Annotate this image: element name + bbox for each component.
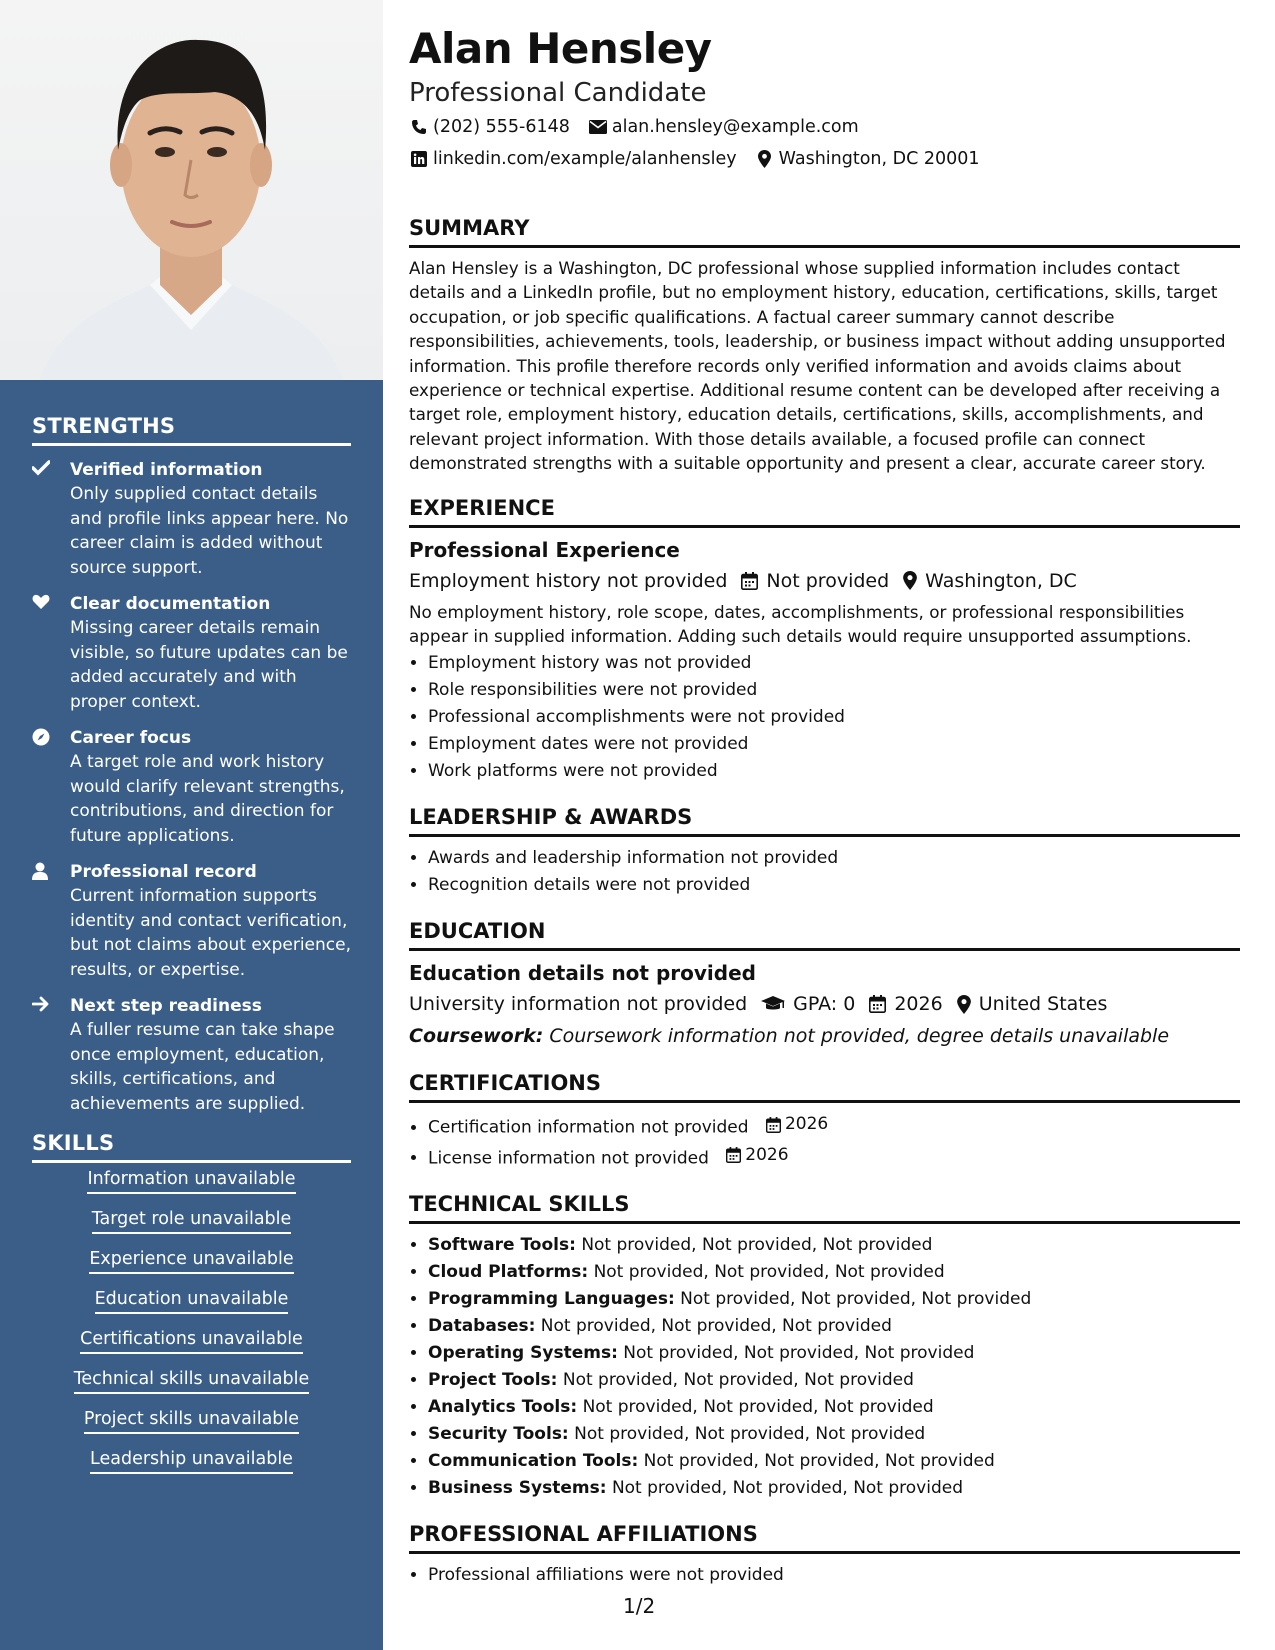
linkedin-icon	[409, 151, 429, 167]
technical-skills-heading: TECHNICAL SKILLS	[409, 1190, 1240, 1224]
contact-row	[409, 112, 1240, 142]
heart-icon	[32, 592, 70, 714]
strength-item	[32, 726, 351, 848]
summary-section	[409, 214, 1240, 476]
list-item: • Role responsibilities were not provided	[428, 677, 1240, 704]
job-dates: Not provided	[766, 569, 890, 592]
map-pin-icon	[903, 571, 917, 590]
skill-item: Certifications unavailable	[80, 1329, 303, 1354]
cert-name: License information not provided	[428, 1148, 709, 1169]
strength-title: Verified information	[70, 460, 263, 480]
strength-title: Career focus	[70, 728, 192, 748]
linkedin-contact[interactable]	[409, 144, 737, 174]
skill-item: Information unavailable	[87, 1169, 295, 1194]
list-item	[428, 1286, 1240, 1313]
graduation-cap-icon	[761, 996, 785, 1012]
list-item: • Recognition details were not provided	[428, 872, 1240, 899]
phone-contact[interactable]	[409, 112, 570, 142]
location-contact	[755, 144, 980, 174]
calendar-icon	[869, 995, 886, 1013]
list-item: • Professional accomplishments were not provided	[428, 704, 1240, 731]
skill-label: Operating Systems:	[428, 1343, 618, 1364]
skill-value: Not provided, Not provided, Not provided	[623, 1343, 975, 1364]
user-icon	[32, 860, 70, 982]
list-item: • Awards and leadership information not provided	[428, 845, 1240, 872]
affiliations-heading: PROFESSIONAL AFFILIATIONS	[409, 1520, 1240, 1554]
strength-item	[32, 994, 351, 1116]
experience-section	[409, 494, 1240, 786]
affiliations-list	[409, 1562, 1240, 1589]
map-pin-icon	[755, 150, 775, 168]
list-item: • Employment dates were not provided	[428, 731, 1240, 758]
arrow-right-icon	[32, 994, 70, 1116]
certifications-heading: CERTIFICATIONS	[409, 1069, 1240, 1103]
list-item	[428, 1313, 1240, 1340]
list-item: • Professional affiliations were not provided	[428, 1562, 1240, 1589]
certifications-list	[409, 1111, 1240, 1172]
skill-item: Target role unavailable	[92, 1209, 292, 1234]
skill-item: Education unavailable	[95, 1289, 289, 1314]
employer: Employment history not provided	[409, 569, 728, 592]
strength-title: Clear documentation	[70, 594, 271, 614]
list-item	[428, 1232, 1240, 1259]
leadership-heading: LEADERSHIP & AWARDS	[409, 803, 1240, 837]
map-pin-icon	[957, 995, 971, 1014]
education-location: United States	[978, 993, 1108, 1016]
strength-desc: Current information supports identity and contact verification, but not claims about experience, results, or expertise.	[70, 886, 351, 980]
strength-desc: A target role and work history would clarify relevant strengths, contributions, and direction for future applications.	[70, 752, 345, 846]
skill-label: Analytics Tools:	[428, 1397, 578, 1418]
skill-label: Communication Tools:	[428, 1451, 639, 1472]
strength-desc: A fuller resume can take shape once employment, education, skills, certifications, and achievements are supplied.	[70, 1020, 335, 1114]
contact-row-2	[409, 144, 1240, 174]
list-item	[428, 1340, 1240, 1367]
job-description: No employment history, role scope, dates, accomplishments, or professional responsibilities appear in supplied information. Adding such details would require unsupported assumptions.	[409, 601, 1192, 647]
cert-name: Certification information not provided	[428, 1117, 749, 1138]
technical-skills-section	[409, 1190, 1240, 1502]
skill-value: Not provided, Not provided, Not provided	[562, 1370, 914, 1391]
location-text: Washington, DC 20001	[778, 149, 980, 169]
skill-item: Technical skills unavailable	[74, 1369, 310, 1394]
phone-text: (202) 555-6148	[433, 117, 570, 137]
candidate-subtitle: Professional Candidate	[409, 78, 707, 108]
strength-desc: Missing career details remain visible, so future updates can be added accurately and with proper context.	[70, 618, 348, 712]
summary-heading: SUMMARY	[409, 214, 1240, 248]
list-item	[428, 1421, 1240, 1448]
skill-value: Not provided, Not provided, Not provided	[593, 1262, 945, 1283]
summary-text: Alan Hensley is a Washington, DC professional whose supplied information includes contact details and a LinkedIn profile, but no employment history, education, certifications, skills, target occupation, or job specific qualifications. A factual career summary cannot describe responsibilities, achievements, tools, leadership, or business impact without adding unsupported information. This profile therefore records only verified information and avoids claims about experience or technical expertise. Additional resume content can be developed after receiving a target role, employment history, education details, certifications, skills, accomplishments, and relevant project information. With those details available, a focused profile can connect demonstrated strengths with a suitable opportunity and present a clear, accurate career story.	[409, 258, 1226, 474]
skill-item: Project skills unavailable	[84, 1409, 299, 1434]
strength-item	[32, 860, 351, 982]
strength-title: Professional record	[70, 862, 257, 882]
skill-value: Not provided, Not provided, Not provided	[540, 1316, 892, 1337]
calendar-icon	[726, 1147, 741, 1163]
education-year: 2026	[894, 993, 943, 1016]
skill-value: Not provided, Not provided, Not provided	[581, 1235, 933, 1256]
school: University information not provided	[409, 993, 748, 1016]
strengths-heading: STRENGTHS	[32, 414, 351, 446]
job-location: Washington, DC	[925, 569, 1077, 592]
experience-heading: EXPERIENCE	[409, 494, 1240, 528]
skill-label: Software Tools:	[428, 1235, 576, 1256]
list-item	[428, 1111, 1240, 1142]
profile-photo	[0, 0, 383, 380]
certifications-section	[409, 1069, 1240, 1172]
list-item	[428, 1142, 1240, 1173]
skill-label: Databases:	[428, 1316, 536, 1337]
leadership-section	[409, 803, 1240, 899]
cert-date: 2026	[745, 1144, 789, 1165]
education-section	[409, 917, 1240, 1051]
linkedin-text: linkedin.com/example/alanhensley	[433, 149, 737, 169]
phone-icon	[409, 119, 429, 135]
list-item: • Employment history was not provided	[428, 650, 1240, 677]
skill-value: Not provided, Not provided, Not provided	[574, 1424, 926, 1445]
sidebar	[0, 0, 383, 1650]
email-text: alan.hensley@example.com	[611, 117, 859, 137]
cert-date: 2026	[784, 1114, 829, 1135]
list-item	[428, 1448, 1240, 1475]
job-meta	[409, 564, 1240, 598]
experience-bullets	[409, 650, 1240, 785]
education-heading: EDUCATION	[409, 917, 1240, 951]
skill-value: Not provided, Not provided, Not provided	[582, 1397, 934, 1418]
envelope-icon	[588, 120, 608, 134]
gpa: GPA: 0	[793, 993, 856, 1016]
education-title: Education details not provided	[409, 961, 756, 986]
education-meta	[409, 987, 1240, 1021]
skill-label: Business Systems:	[428, 1478, 607, 1499]
list-item	[428, 1394, 1240, 1421]
skill-item: Experience unavailable	[89, 1249, 293, 1274]
list-item	[428, 1367, 1240, 1394]
coursework	[409, 1021, 1240, 1051]
skill-item: Leadership unavailable	[90, 1449, 293, 1474]
skill-label: Security Tools:	[428, 1424, 569, 1445]
check-icon	[32, 458, 70, 580]
main-content	[409, 22, 1240, 1589]
coursework-text: Coursework information not provided, degree details unavailable	[549, 1025, 1170, 1048]
leadership-bullets	[409, 845, 1240, 899]
list-item	[428, 1259, 1240, 1286]
strength-title: Next step readiness	[70, 996, 262, 1016]
calendar-icon	[741, 572, 758, 590]
list-item	[428, 1475, 1240, 1502]
affiliations-section	[409, 1520, 1240, 1589]
email-contact[interactable]	[588, 112, 859, 142]
skill-value: Not provided, Not provided, Not provided	[680, 1289, 1032, 1310]
skills-heading: SKILLS	[32, 1131, 351, 1163]
technical-skills-list	[409, 1232, 1240, 1502]
candidate-name: Alan Hensley	[409, 24, 712, 73]
strength-desc: Only supplied contact details and profile links appear here. No career claim is added without source support.	[70, 484, 349, 578]
strength-item	[32, 458, 351, 580]
page-number: 1/2	[623, 1594, 656, 1618]
skill-label: Project Tools:	[428, 1370, 558, 1391]
coursework-label: Coursework:	[409, 1025, 544, 1048]
calendar-icon	[766, 1117, 781, 1133]
compass-icon	[32, 726, 70, 848]
skill-label: Cloud Platforms:	[428, 1262, 589, 1283]
skill-value: Not provided, Not provided, Not provided	[643, 1451, 995, 1472]
strength-item	[32, 592, 351, 714]
skill-value: Not provided, Not provided, Not provided	[611, 1478, 964, 1499]
skill-label: Programming Languages:	[428, 1289, 675, 1310]
job-title: Professional Experience	[409, 537, 680, 562]
list-item: • Work platforms were not provided	[428, 758, 1240, 785]
skills-list	[32, 1169, 351, 1474]
